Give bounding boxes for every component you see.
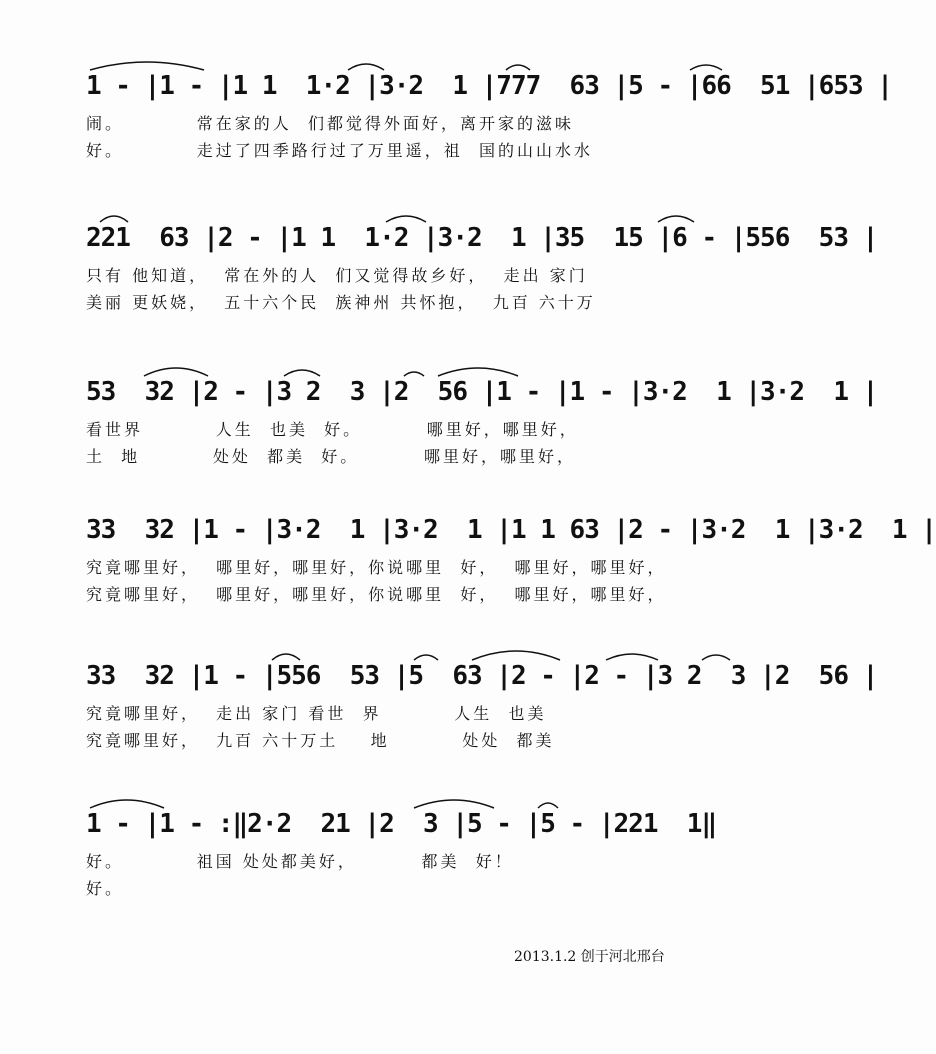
lyrics-verse-2: 美丽 更妖娆， 五十六个民 族神州 共怀抱， 九百 六十万	[86, 293, 596, 312]
lyrics-verse-1: 究竟哪里好， 哪里好，哪里好，你说哪里 好， 哪里好，哪里好，	[86, 558, 667, 577]
lyrics-verse-1: 只有 他知道， 常在外的人 们又觉得故乡好， 走出 家门	[86, 266, 588, 285]
lyrics-verse-2: 究竟哪里好， 九百 六十万土 地 处处 都美	[86, 731, 555, 750]
notation-line: 1 - |1 - |1 1 1·2 |3·2 1 |777 63 |5 - |66 51 |653 |	[86, 71, 892, 101]
notation-line: 1 - |1 - :‖2·2 21 |2 3 |5 - |5 - |221 1‖	[86, 809, 717, 839]
notation-line: 33 32 |1 - |556 53 |5 63 |2 - |2 - |3 2 3 |2 56 |	[86, 661, 878, 691]
notation-line: 221 63 |2 - |1 1 1·2 |3·2 1 |35 15 |6 - |556 53 |	[86, 223, 878, 253]
lyrics-verse-2: 好。 走过了四季路行过了万里遥，祖 国的山山水水	[86, 141, 593, 160]
lyrics-verse-2: 好。	[86, 879, 125, 898]
lyrics-verse-2: 土 地 处处 都美 好。 哪里好，哪里好，	[86, 447, 576, 466]
lyrics-verse-2: 究竟哪里好， 哪里好，哪里好，你说哪里 好， 哪里好，哪里好，	[86, 585, 667, 604]
lyrics-verse-1: 闹。 常在家的人 们都觉得外面好，离开家的滋味	[86, 114, 574, 133]
notation-line: 53 32 |2 - |3 2 3 |2 56 |1 - |1 - |3·2 1 |3·2 1 |	[86, 377, 878, 407]
notation-line: 33 32 |1 - |3·2 1 |3·2 1 |1 1 63 |2 - |3·2 1 |3·2 1 |	[86, 515, 936, 545]
lyrics-verse-1: 看世界 人生 也美 好。 哪里好，哪里好，	[86, 420, 579, 439]
lyrics-verse-1: 究竟哪里好， 走出 家门 看世 界 人生 也美	[86, 704, 547, 723]
composition-date-footer: 2013.1.2 创于河北邢台	[514, 949, 665, 965]
lyrics-verse-1: 好。 祖国 处处都美好， 都美 好！	[86, 852, 514, 871]
